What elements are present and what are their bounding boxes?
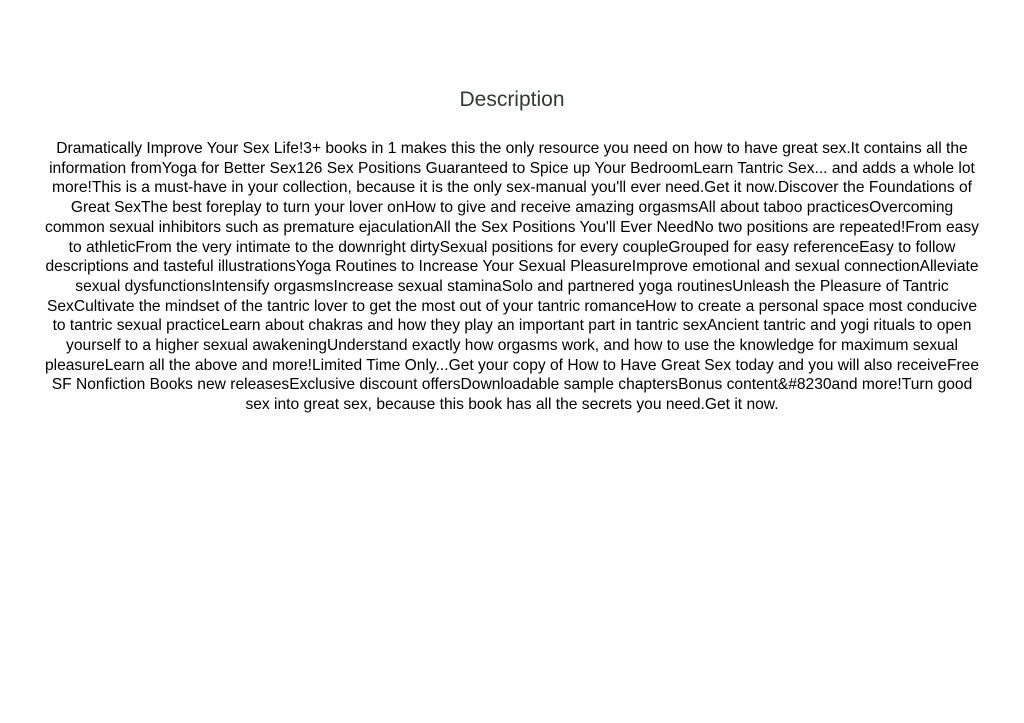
description-paragraph: Dramatically Improve Your Sex Life!3+ books in 1 makes this the only resource you need on how to have great sex.It contains all the information fromYoga for Better Sex126 Sex Positions Guaranteed to Spice up Your BedroomLearn Tantric Sex... and adds a whole lot more!This is a must-have in your collection, because it is the only sex-manual you'll ever need.Get it now.Discover the Foundations of Great SexThe best foreplay to turn your lover onHow to give and receive amazing orgasmsAll about taboo practicesOvercoming common sexual inhibitors such as premature ejaculationAll the Sex Positions You'll Ever NeedNo two positions are repeated!From easy to athleticFrom the very intimate to the downright dirtySexual positions for every coupleGrouped for easy referenceEasy to follow descriptions and tasteful illustrationsYoga Routines to Increase Your Sexual PleasureImprove emotional and sexual connectionAlleviate sexual dysfunctionsIntensify orgasmsIncrease sexual staminaSolo and partnered yoga routinesUnleash the Pleasure of Tantric SexCultivate the mindset of the tantric lover to get the most out of your tantric romanceHow to create a personal space most conducive to tantric sexual practiceLearn about chakras and how they play an important part in tantric sexAncient tantric and yogi rituals to open yourself to a higher sexual awakeningUnderstand exactly how orgasms work, and how to use the knowledge for maximum sexual pleasureLearn all the above and more!Limited Time Only...Get your copy of How to Have Great Sex today and you will also receiveFree SF Nonfiction Books new releasesExclusive discount offersDownloadable sample chaptersBonus content&#8230and more!Turn good sex into great sex, because this book has all the secrets you need.Get it now.: [44, 140, 980, 414]
page-title: Description: [459, 88, 565, 111]
